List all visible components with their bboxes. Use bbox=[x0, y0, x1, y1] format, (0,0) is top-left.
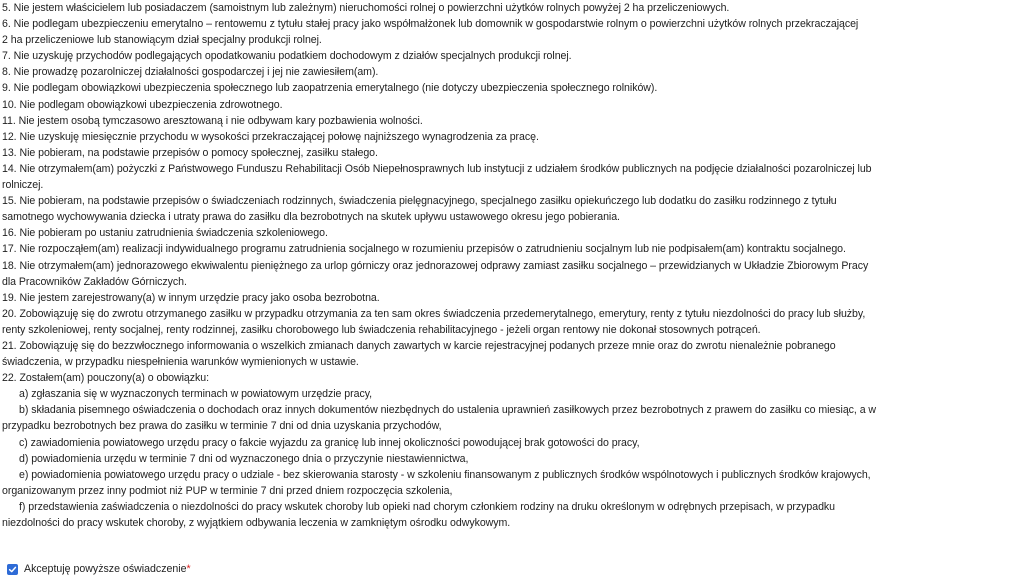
checkmark-icon bbox=[8, 565, 17, 574]
declaration-line: 2 ha przeliczeniowe lub stanowiącym dział specjalny produkcji rolnej. bbox=[2, 34, 322, 47]
declaration-line: 12. Nie uzyskuję miesięcznie przychodu w wysokości przekraczającej połowę najniższego wynagrodzenia za pracę. bbox=[2, 130, 539, 143]
declaration-line: 13. Nie pobieram, na podstawie przepisów o pomocy społecznej, zasiłku stałego. bbox=[2, 146, 378, 159]
accept-label: Akceptuję powyższe oświadczenie* bbox=[24, 563, 191, 575]
declaration-line: 11. Nie jestem osobą tymczasowo aresztowaną i nie odbywam kary pozbawienia wolności. bbox=[2, 114, 423, 127]
obligation-item: b) składania pisemnego oświadczenia o dochodach oraz innych dokumentów niezbędnych do ustalenia uprawnień zasiłkowych przez bezrobotnych z prawem do zasiłku co miesiąc, a w bbox=[19, 404, 877, 417]
obligation-item: f) przedstawienia zaświadczenia o niezdolności do pracy wskutek choroby lub opieki nad chorym członkiem rodziny na druku określonym w odrębnych przepisach, w przypadku bbox=[19, 500, 836, 513]
declarations-text bbox=[2, 0, 1006, 531]
obligation-item: e) powiadomienia powiatowego urzędu pracy o udziale - bez skierowania starosty - w szkoleniu finansowanym z publicznych środków wspólnotowych i publicznych środków krajowych, bbox=[19, 468, 871, 481]
obligation-item: d) powiadomienia urzędu w terminie 7 dni od wyznaczonego dnia o przyczynie niestawiennictwa, bbox=[19, 452, 469, 465]
obligation-continuation: organizowanym przez inny podmiot niż PUP w terminie 7 dni przed dniem rozpoczęcia szkolenia, bbox=[2, 484, 453, 497]
required-marker: * bbox=[186, 563, 191, 575]
obligation-item: a) zgłaszania się w wyznaczonych terminach w powiatowym urzędzie pracy, bbox=[19, 388, 373, 401]
obligation-continuation: przypadku bezrobotnych bez prawa do zasiłku w terminie 7 dni od dnia uzyskania przychodów, bbox=[2, 420, 442, 433]
declaration-line: samotnego wychowywania dziecka i utraty prawa do zasiłku dla bezrobotnych na skutek upływu ustawowego okresu jego pobierania. bbox=[2, 211, 620, 224]
accept-declaration[interactable] bbox=[7, 561, 191, 577]
declaration-line: 7. Nie uzyskuję przychodów podlegających opodatkowaniu podatkiem dochodowym z działów specjalnych produkcji rolnej. bbox=[2, 50, 572, 63]
declaration-line: 19. Nie jestem zarejestrowany(a) w innym urzędzie pracy jako osoba bezrobotna. bbox=[2, 291, 380, 304]
obligation-continuation: niezdolności do pracy wskutek choroby, z wyjątkiem odbywania leczenia w zamkniętym ośrodku odwykowym. bbox=[2, 517, 511, 529]
declaration-line: 6. Nie podlegam ubezpieczeniu emerytalno – rentowemu z tytułu stałej pracy jako współmałżonek lub domownik w gospodarstwie rolnym o powierzchni użytków rolnych przekraczającej bbox=[2, 18, 859, 31]
declaration-line: renty szkoleniowej, renty socjalnej, renty rodzinnej, zasiłku chorobowego lub świadczenia rehabilitacyjnego - jeżeli organ rentowy nie dokonał stosownych potrąceń. bbox=[2, 323, 761, 336]
declaration-line: 15. Nie pobieram, na podstawie przepisów o świadczeniach rodzinnych, świadczenia pielęgnacyjnego, specjalnego zasiłku opiekuńczego lub dodatku do zasiłku rodzinnego z tytułu bbox=[2, 195, 837, 208]
declaration-line: rolniczej. bbox=[2, 179, 44, 192]
declaration-line: 5. Nie jestem właścicielem lub posiadaczem (samoistnym lub zależnym) nieruchomości rolnej o powierzchni użytków rolnych powyżej 2 ha przeliczeniowych. bbox=[2, 2, 730, 14]
declaration-line: 18. Nie otrzymałem(am) jednorazowego ekwiwalentu pieniężnego za urlop górniczy oraz jednorazowej odprawy zamiast zasiłku socjalnego – przewidzianych w Układzie Zbiorowym Pracy bbox=[2, 259, 869, 272]
declaration-line: 17. Nie rozpocząłem(am) realizacji indywidualnego programu zatrudnienia socjalnego w rozumieniu przepisów o zatrudnieniu socjalnym lub nie podpisałem(am) kontraktu socjalnego. bbox=[2, 243, 846, 256]
declaration-line: 16. Nie pobieram po ustaniu zatrudnienia świadczenia szkoleniowego. bbox=[2, 227, 328, 240]
obligation-item: c) zawiadomienia powiatowego urzędu pracy o fakcie wyjazdu za granicę lub innej okoliczności powodującej brak gotowości do pracy, bbox=[19, 436, 640, 449]
declaration-line: 21. Zobowiązuję się do bezzwłocznego informowania o wszelkich zmianach danych zawartych w karcie rejestracyjnej podanych przeze mnie oraz do zwrotu nienależnie pobranego bbox=[2, 339, 836, 352]
declaration-line: 20. Zobowiązuję się do zwrotu otrzymanego zasiłku w przypadku otrzymania za ten sam okres świadczenia przedemerytalnego, emerytury, renty z tytułu niezdolności do pracy lub służby, bbox=[2, 307, 866, 320]
declaration-line: 10. Nie podlegam obowiązkowi ubezpieczenia zdrowotnego. bbox=[2, 98, 283, 111]
declaration-line: 8. Nie prowadzę pozarolniczej działalności gospodarczej i jej nie zawiesiłem(am). bbox=[2, 66, 379, 79]
declaration-line: 22. Zostałem(am) pouczony(a) o obowiązku: bbox=[2, 372, 209, 385]
declaration-line: dla Pracowników Zakładów Górniczych. bbox=[2, 275, 187, 288]
declaration-line: 9. Nie podlegam obowiązkowi ubezpieczenia społecznego lub zaopatrzenia emerytalnego (nie dotyczy ubezpieczenia społecznego rolników). bbox=[2, 82, 658, 95]
declaration-line: świadczenia, w przypadku niespełnienia warunków wymienionych w ustawie. bbox=[2, 356, 359, 369]
declaration-line: 14. Nie otrzymałem(am) pożyczki z Państwowego Funduszu Rehabilitacji Osób Niepełnosprawnych lub instytucji z udziałem środków publicznych na podjęcie działalności pozarolniczej lub bbox=[2, 162, 872, 175]
accept-checkbox[interactable] bbox=[7, 564, 18, 575]
